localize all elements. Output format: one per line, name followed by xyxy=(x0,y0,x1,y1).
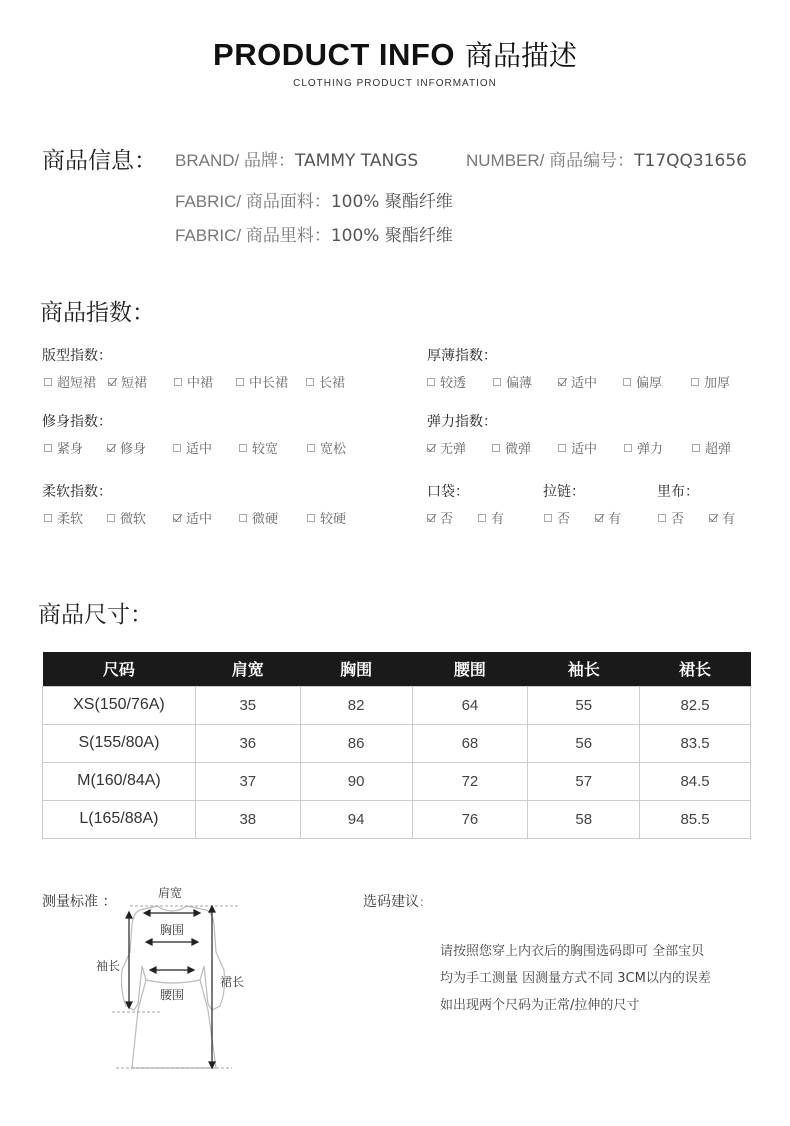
index-label-slim: 修身指数： xyxy=(42,414,112,430)
checkbox-icon xyxy=(493,378,501,386)
table-cell: 36 xyxy=(195,724,300,762)
lining-key: FABRIC/ 商品里料： xyxy=(175,226,331,245)
label-length: 裙长 xyxy=(220,975,245,989)
checkbox-checked-icon xyxy=(427,514,435,522)
title-cn: 商品描述 xyxy=(464,39,577,72)
fabric-line xyxy=(175,187,453,212)
option[interactable]: 有 xyxy=(709,508,749,527)
option[interactable]: 超弹 xyxy=(692,438,742,457)
option[interactable]: 较硬 xyxy=(307,508,357,527)
table-header-cell: 裙长 xyxy=(640,652,751,686)
table-cell: 56 xyxy=(528,724,640,762)
option[interactable]: 无弹 xyxy=(427,438,492,457)
table-cell: 38 xyxy=(195,800,300,838)
index-options-elastic xyxy=(427,438,742,457)
checkbox-icon xyxy=(624,444,632,452)
checkbox-icon xyxy=(44,444,52,452)
table-cell: 64 xyxy=(412,686,528,724)
table-cell: 68 xyxy=(412,724,528,762)
option[interactable]: 弹力 xyxy=(624,438,692,457)
checkbox-checked-icon xyxy=(427,444,435,452)
option[interactable]: 否 xyxy=(544,508,595,527)
option[interactable]: 否 xyxy=(427,508,478,527)
checkbox-icon xyxy=(306,378,314,386)
option[interactable]: 适中 xyxy=(558,372,623,391)
checkbox-checked-icon xyxy=(108,378,116,386)
advice-title: 选码建议： xyxy=(363,894,432,910)
checkbox-icon xyxy=(558,444,566,452)
brand-value: TAMMY TANGS xyxy=(294,151,419,171)
advice-text xyxy=(440,938,711,1019)
table-cell: 37 xyxy=(195,762,300,800)
number-value: T17QQ31656 xyxy=(634,151,747,171)
number-line xyxy=(466,146,747,171)
option[interactable]: 微弹 xyxy=(492,438,558,457)
option[interactable]: 加厚 xyxy=(691,372,741,391)
checkbox-icon xyxy=(44,514,52,522)
table-cell: 90 xyxy=(300,762,412,800)
table-cell: 72 xyxy=(412,762,528,800)
checkbox-icon xyxy=(239,444,247,452)
table-row xyxy=(43,762,751,800)
table-cell: 82.5 xyxy=(640,686,751,724)
checkbox-icon xyxy=(691,378,699,386)
checkbox-icon xyxy=(107,514,115,522)
size-table xyxy=(42,652,751,839)
index-options-fit xyxy=(44,372,356,391)
option[interactable]: 短裙 xyxy=(108,372,174,391)
table-cell: XS(150/76A) xyxy=(43,686,196,724)
option[interactable]: 适中 xyxy=(173,508,239,527)
index-options-softness xyxy=(44,508,357,527)
page-title xyxy=(0,34,790,74)
measure-title: 测量标准 ： xyxy=(42,894,117,910)
brand-key: BRAND/ 品牌： xyxy=(175,151,295,170)
option[interactable]: 长裙 xyxy=(306,372,356,391)
table-cell: 58 xyxy=(528,800,640,838)
table-cell: S(155/80A) xyxy=(43,724,196,762)
fabric-key: FABRIC/ 商品面料： xyxy=(175,192,331,211)
table-cell: 83.5 xyxy=(640,724,751,762)
option[interactable]: 紧身 xyxy=(44,438,107,457)
table-row xyxy=(43,724,751,762)
index-options-thickness xyxy=(427,372,741,391)
info-section-title: 商品信息： xyxy=(42,148,157,174)
brand-line xyxy=(175,146,418,171)
label-sleeve: 袖长 xyxy=(96,959,121,973)
checkbox-icon xyxy=(478,514,486,522)
index-options-slim xyxy=(44,438,357,457)
table-cell: L(165/88A) xyxy=(43,800,196,838)
checkbox-icon xyxy=(174,378,182,386)
option[interactable]: 中裙 xyxy=(174,372,236,391)
checkbox-checked-icon xyxy=(173,514,181,522)
checkbox-icon xyxy=(307,514,315,522)
checkbox-icon xyxy=(307,444,315,452)
option[interactable]: 修身 xyxy=(107,438,173,457)
option[interactable]: 微硬 xyxy=(239,508,307,527)
title-en: PRODUCT INFO xyxy=(213,37,455,72)
lining-line xyxy=(175,221,453,246)
number-key: NUMBER/ 商品编号： xyxy=(466,151,635,170)
label-chest: 胸围 xyxy=(160,923,185,937)
option[interactable]: 偏薄 xyxy=(493,372,558,391)
index-label-zipper: 拉链： xyxy=(543,484,585,500)
table-cell: 82 xyxy=(300,686,412,724)
table-header-cell: 尺码 xyxy=(43,652,196,686)
checkbox-icon xyxy=(236,378,244,386)
page-subtitle: CLOTHING PRODUCT INFORMATION xyxy=(293,78,497,89)
table-cell: 86 xyxy=(300,724,412,762)
table-cell: 94 xyxy=(300,800,412,838)
table-cell: M(160/84A) xyxy=(43,762,196,800)
table-row xyxy=(43,800,751,838)
checkbox-checked-icon xyxy=(595,514,603,522)
checkbox-icon xyxy=(239,514,247,522)
checkbox-checked-icon xyxy=(558,378,566,386)
index-label-fit: 版型指数： xyxy=(42,348,112,364)
table-header-cell: 肩宽 xyxy=(195,652,300,686)
size-section-title: 商品尺寸： xyxy=(38,602,153,628)
option[interactable]: 偏厚 xyxy=(623,372,691,391)
advice-line: 请按照您穿上内衣后的胸围选码即可 全部宝贝 xyxy=(440,944,705,959)
index-section-title: 商品指数： xyxy=(40,300,155,326)
table-header-cell: 袖长 xyxy=(528,652,640,686)
checkbox-checked-icon xyxy=(107,444,115,452)
checkbox-icon xyxy=(658,514,666,522)
table-cell: 35 xyxy=(195,686,300,724)
table-cell: 76 xyxy=(412,800,528,838)
index-label-lining: 里布： xyxy=(657,484,699,500)
table-cell: 57 xyxy=(528,762,640,800)
label-waist: 腰围 xyxy=(160,988,185,1002)
index-label-pocket: 口袋： xyxy=(427,484,469,500)
label-shoulder: 肩宽 xyxy=(158,886,183,900)
index-options-lining xyxy=(658,508,749,527)
option[interactable]: 有 xyxy=(478,508,518,527)
checkbox-icon xyxy=(427,378,435,386)
index-label-elastic: 弹力指数： xyxy=(427,414,497,430)
index-options-pocket xyxy=(427,508,518,527)
advice-line: 如出现两个尺码为正常/拉伸的尺寸 xyxy=(440,998,640,1013)
option[interactable]: 中长裙 xyxy=(236,372,306,391)
checkbox-checked-icon xyxy=(709,514,717,522)
option[interactable]: 超短裙 xyxy=(44,372,108,391)
index-label-thickness: 厚薄指数： xyxy=(427,348,497,364)
option[interactable]: 否 xyxy=(658,508,709,527)
option[interactable]: 适中 xyxy=(173,438,239,457)
option[interactable]: 宽松 xyxy=(307,438,357,457)
lining-value: 100% 聚酯纤维 xyxy=(330,226,453,246)
option[interactable]: 较透 xyxy=(427,372,493,391)
option[interactable]: 微软 xyxy=(107,508,173,527)
checkbox-icon xyxy=(544,514,552,522)
checkbox-icon xyxy=(623,378,631,386)
option[interactable]: 适中 xyxy=(558,438,624,457)
table-header-row xyxy=(43,652,751,686)
index-options-zipper xyxy=(544,508,635,527)
table-cell: 55 xyxy=(528,686,640,724)
table-cell: 84.5 xyxy=(640,762,751,800)
option[interactable]: 有 xyxy=(595,508,635,527)
table-header-cell: 胸围 xyxy=(300,652,412,686)
table-header-cell: 腰围 xyxy=(412,652,528,686)
table-row xyxy=(43,686,751,724)
advice-line: 均为手工测量 因测量方式不同 3CM以内的误差 xyxy=(440,971,711,986)
checkbox-icon xyxy=(692,444,700,452)
checkbox-icon xyxy=(492,444,500,452)
fabric-value: 100% 聚酯纤维 xyxy=(330,192,453,212)
table-cell: 85.5 xyxy=(640,800,751,838)
checkbox-icon xyxy=(173,444,181,452)
checkbox-icon xyxy=(44,378,52,386)
option[interactable]: 较宽 xyxy=(239,438,307,457)
index-label-softness: 柔软指数： xyxy=(42,484,112,500)
option[interactable]: 柔软 xyxy=(44,508,107,527)
